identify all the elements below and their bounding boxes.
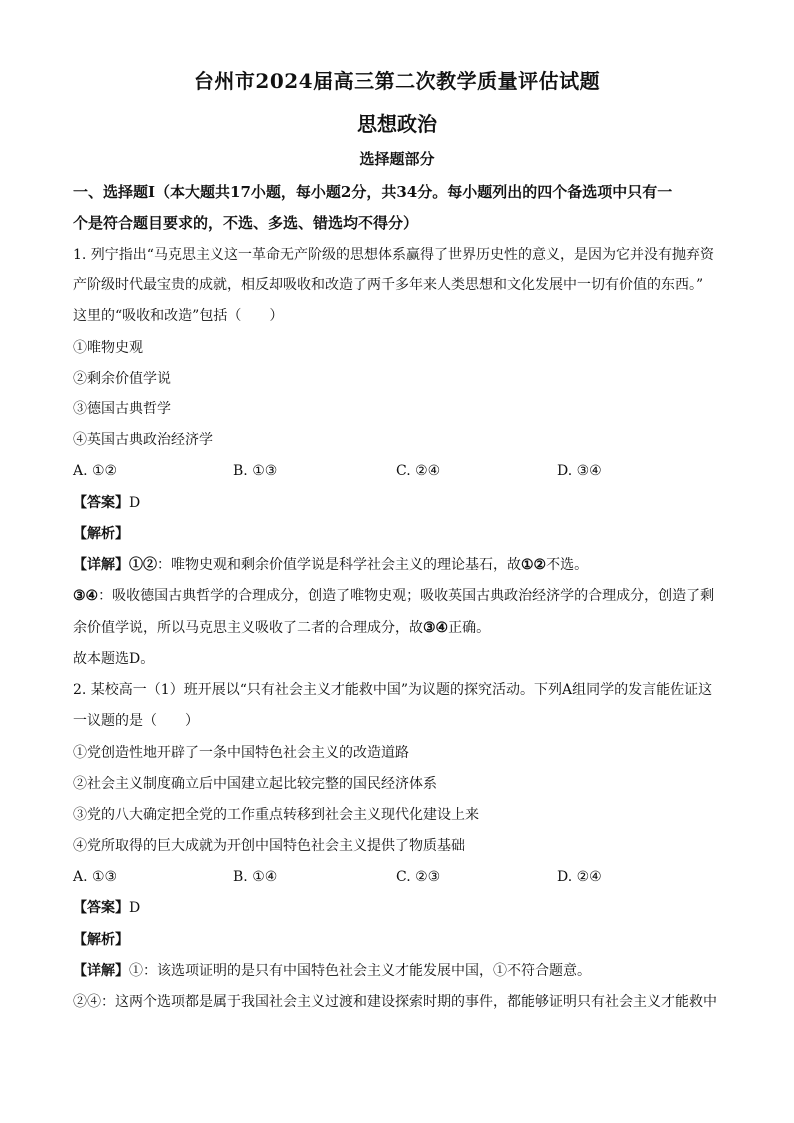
q1-option-c: C. ②④ bbox=[396, 463, 441, 479]
q2-item-4: ④党所取得的巨大成就为开创中国特色社会主义提供了物质基础 bbox=[73, 838, 465, 854]
q2-stem-line2: 一议题的是（ ） bbox=[73, 713, 199, 729]
q2-detail-line1 bbox=[73, 960, 721, 982]
section-heading-line2: 个是符合题目要求的，不选、多选、错选均不得分） bbox=[73, 214, 419, 232]
q2-option-d: D. ②④ bbox=[557, 869, 602, 885]
q2-item-1: ①党创造性地开辟了一条中国特色社会主义的改造道路 bbox=[73, 745, 409, 761]
q1-stem-line1: 1. 列宁指出“马克思主义这一革命无产阶级的思想体系赢得了世界历史性的意义，是因为它并没有抛弃资 bbox=[73, 247, 714, 263]
q2-stem-line1: 2. 某校高一（1）班开展以“只有社会主义才能救中国”为议题的探究活动。下列A组同学的发言能佐证这 bbox=[73, 682, 713, 698]
q2-analysis-label: 【解析】 bbox=[73, 932, 129, 948]
detail-text: ：吸收德国古典哲学的合理成分，创造了唯物史观；吸收英国古典政治经济学的合理成分，创造了剩 bbox=[98, 588, 715, 604]
detail-tag: ①② bbox=[521, 557, 547, 573]
q1-item-3: ③德国古典哲学 bbox=[73, 401, 171, 417]
q2-item-2: ②社会主义制度确立后中国建立起比较完整的国民经济体系 bbox=[73, 776, 437, 792]
answer-label: 【答案】 bbox=[73, 900, 129, 916]
detail-text: ：唯物史观和剩余价值学说是科学社会主义的理论基石，故 bbox=[157, 557, 521, 573]
detail-text: 正确。 bbox=[448, 620, 491, 636]
q2-detail-line2: ②④：这两个选项都是属于我国社会主义过渡和建设探索时期的事件，都能够证明只有社会主义才能救中 bbox=[73, 994, 717, 1010]
q2-option-b: B. ①④ bbox=[233, 869, 278, 885]
detail-text: 不选。 bbox=[546, 557, 589, 573]
detail-tag: ①② bbox=[129, 557, 157, 573]
answer-label: 【答案】 bbox=[73, 495, 129, 511]
q1-option-b: B. ①③ bbox=[233, 463, 278, 479]
q2-answer bbox=[73, 897, 721, 919]
detail-text: 余价值学说，所以马克思主义吸收了二者的合理成分，故 bbox=[73, 620, 423, 636]
q1-analysis-label: 【解析】 bbox=[73, 526, 129, 542]
answer-value: D bbox=[129, 900, 141, 916]
subject-title: 思想政治 bbox=[357, 112, 437, 136]
q2-option-c: C. ②③ bbox=[396, 869, 441, 885]
q1-answer bbox=[73, 492, 721, 514]
q1-detail-line1 bbox=[73, 554, 721, 576]
part-title: 选择题部分 bbox=[359, 150, 435, 168]
q1-option-d: D. ③④ bbox=[557, 463, 602, 479]
q1-stem-line3: 这里的“吸收和改造”包括（ ） bbox=[73, 308, 284, 324]
q1-stem-line2: 产阶级时代最宝贵的成就，相反却吸收和改造了两千多年来人类思想和文化发展中一切有价值的东西。” bbox=[73, 277, 704, 293]
detail-tag: ③④ bbox=[73, 588, 99, 604]
answer-value: D bbox=[129, 495, 141, 511]
q1-item-4: ④英国古典政治经济学 bbox=[73, 432, 213, 448]
exam-title: 台州市2024届高三第二次教学质量评估试题 bbox=[193, 69, 601, 93]
q2-option-a: A. ①③ bbox=[73, 869, 118, 885]
detail-text: ①：该选项证明的是只有中国特色社会主义才能发展中国，①不符合题意。 bbox=[129, 963, 591, 979]
q1-option-a: A. ①② bbox=[73, 463, 118, 479]
q2-item-3: ③党的八大确定把全党的工作重点转移到社会主义现代化建设上来 bbox=[73, 807, 479, 823]
detail-tag: ③④ bbox=[423, 620, 449, 636]
q1-conclusion: 故本题选D。 bbox=[73, 651, 155, 667]
section-heading-line1: 一、选择题Ⅰ（本大题共17小题，每小题2分，共34分。每小题列出的四个备选项中只有一 bbox=[73, 183, 673, 201]
q1-detail-line3 bbox=[73, 617, 721, 639]
detail-label: 【详解】 bbox=[73, 963, 129, 979]
detail-label: 【详解】 bbox=[73, 557, 129, 573]
q1-detail-line2 bbox=[73, 585, 721, 607]
q1-item-1: ①唯物史观 bbox=[73, 340, 143, 356]
q1-item-2: ②剩余价值学说 bbox=[73, 371, 171, 387]
